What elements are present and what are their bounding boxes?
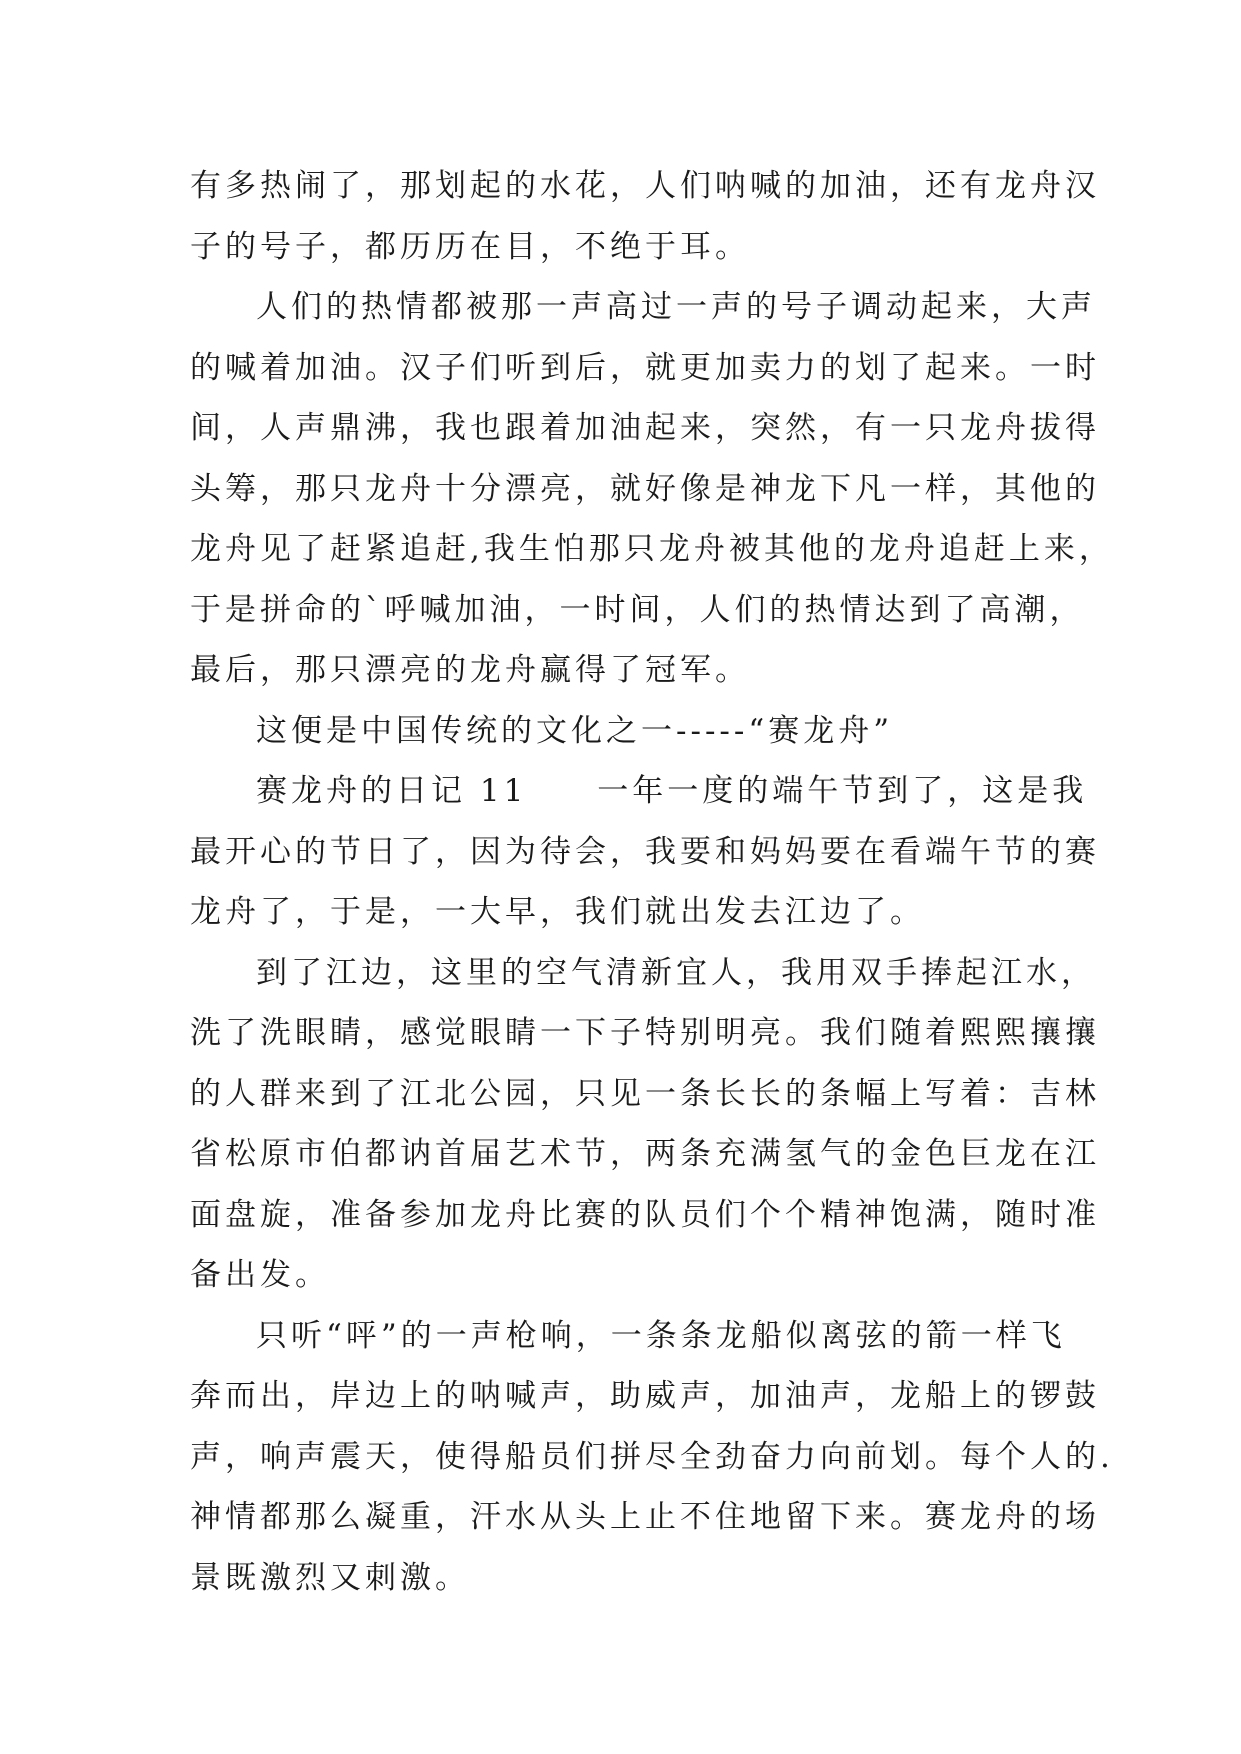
text-line: 最开心的节日了，因为待会，我要和妈妈要在看端午节的赛 xyxy=(190,833,1100,870)
text-line: 洗了洗眼睛，感觉眼睛一下子特别明亮。我们随着熙熙攘攘 xyxy=(190,1015,1100,1051)
paragraph-start-line: 只听“呯”的一声枪响，一条条龙船似离弦的箭一样飞 xyxy=(256,1317,1066,1354)
text-line: 龙舟见了赶紧追赶,我生怕那只龙舟被其他的龙舟追赶上来， xyxy=(190,531,1114,567)
text-line: 头筹，那只龙舟十分漂亮，就好像是神龙下凡一样，其他的 xyxy=(190,470,1100,507)
text-line: 奔而出，岸边上的呐喊声，助威声，加油声，龙船上的锣鼓 xyxy=(190,1378,1100,1414)
paragraph-start-line: 人们的热情都被那一声高过一声的号子调动起来，大声 xyxy=(256,289,1096,325)
text-line: 省松原市伯都讷首届艺术节，两条充满氢气的金色巨龙在江 xyxy=(190,1136,1100,1172)
text-line: 面盘旋，准备参加龙舟比赛的队员们个个精神饱满，随时准 xyxy=(190,1196,1100,1233)
paragraph-start-line: 赛龙舟的日记 11 一年一度的端午节到了，这是我 xyxy=(256,773,1088,809)
text-line: 间，人声鼎沸，我也跟着加油起来，突然，有一只龙舟拔得 xyxy=(190,410,1100,446)
paragraph-start-line: 到了江边，这里的空气清新宜人，我用双手捧起江水， xyxy=(256,954,1096,991)
text-line: 神情都那么凝重，汗水从头上止不住地留下来。赛龙舟的场 xyxy=(190,1499,1100,1535)
text-line: 备出发。 xyxy=(190,1257,330,1293)
body-text xyxy=(190,156,1114,1608)
text-line: 有多热闹了，那划起的水花，人们呐喊的加油，还有龙舟汉 xyxy=(190,168,1100,204)
text-line: 的喊着加油。汉子们听到后，就更加卖力的划了起来。一时 xyxy=(190,349,1100,386)
text-line: 子的号子，都历历在目，不绝于耳。 xyxy=(190,228,750,265)
text-line: 景既激烈又刺激。 xyxy=(190,1559,470,1596)
text-line: 最后，那只漂亮的龙舟赢得了冠军。 xyxy=(190,652,750,688)
text-line: 的人群来到了江北公园，只见一条长长的条幅上写着：吉林 xyxy=(190,1075,1100,1112)
paragraph-start-line: 这便是中国传统的文化之一-----“赛龙舟” xyxy=(256,712,894,749)
text-line: 龙舟了，于是，一大早，我们就出发去江边了。 xyxy=(190,894,925,930)
text-line: 于是拼命的`呼喊加油，一时间，人们的热情达到了高潮， xyxy=(190,591,1085,628)
text-line: 声，响声震天，使得船员们拼尽全劲奋力向前划。每个人的. xyxy=(190,1438,1114,1475)
